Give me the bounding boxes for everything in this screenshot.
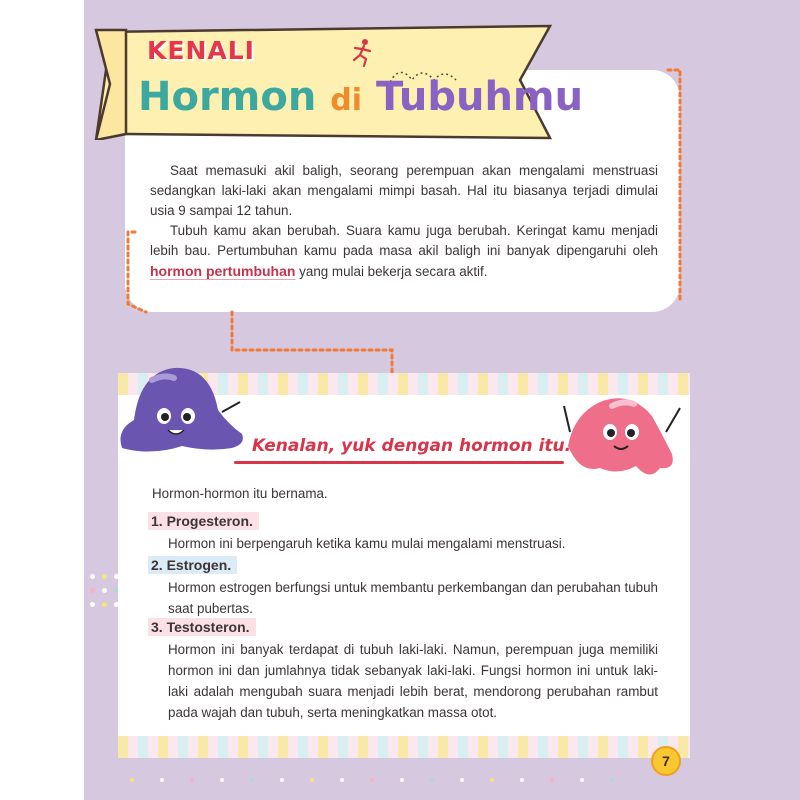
title-kenali: KENALI xyxy=(147,36,255,65)
intro-paragraph-2 xyxy=(150,221,658,282)
hormone-title: 3. Testosteron. xyxy=(148,618,256,636)
section-subheading: Kenalan, yuk dengan hormon itu. xyxy=(252,436,572,456)
intro-text xyxy=(150,161,658,282)
title-word-hormon: Hormon xyxy=(138,74,317,120)
page-title xyxy=(138,74,583,120)
hormone-description: Hormon ini banyak terdapat di tubuh laki-laki. Namun, perempuan juga memiliki hormon ini dan jumlahnya tidak sebanyak laki-laki. Fungsi hormon ini untuk laki-laki adalah mengubah suara menjadi lebih berat, mendorong perubahan rambut pada wajah dan tubuh, serta meningkatkan massa otot. xyxy=(168,642,658,720)
intro-paragraph-2-start: Tubuh kamu akan berubah. Suara kamu juga berubah. Keringat kamu menjadi lebih bau. Pertumbuhan kamu pada masa akil baligh ini banyak dipengaruhi oleh xyxy=(150,223,658,258)
purple-blob-character xyxy=(112,360,250,460)
running-person-icon xyxy=(350,38,374,68)
hormone-description: Hormon estrogen berfungsi untuk membantu perkembangan dan perubahan tubuh saat pubertas. xyxy=(168,580,658,616)
title-word-di: di xyxy=(330,83,363,118)
decorative-dots xyxy=(84,566,120,626)
hormone-item-estrogen xyxy=(148,556,658,619)
hormone-title: 1. Progesteron. xyxy=(148,512,259,530)
intro-paragraph-2-end: yang mulai bekerja secara aktif. xyxy=(299,264,488,279)
hormone-item-testosteron xyxy=(148,618,658,723)
decorative-dots-bottom xyxy=(120,776,680,786)
hormone-title: 2. Estrogen. xyxy=(148,556,237,574)
bottom-stripe xyxy=(118,736,690,758)
title-word-tubuhmu: Tubuhmu xyxy=(375,74,584,120)
pink-blob-character xyxy=(560,388,690,483)
list-intro: Hormon-hormon itu bernama. xyxy=(152,486,328,501)
intro-paragraph-1: Saat memasuki akil baligh, seorang perempuan akan mengalami menstruasi sedangkan laki-laki akan mengalami mimpi basah. Hal itu biasanya terjadi dimulai usia 9 sampai 12 tahun. xyxy=(150,163,658,218)
highlight-term: hormon pertumbuhan xyxy=(150,263,296,279)
page-number: 7 xyxy=(651,746,681,776)
subheading-underline xyxy=(234,461,564,464)
hormone-description: Hormon ini berpengaruh ketika kamu mulai mengalami menstruasi. xyxy=(168,536,566,551)
hormone-item-progesteron xyxy=(148,512,658,554)
